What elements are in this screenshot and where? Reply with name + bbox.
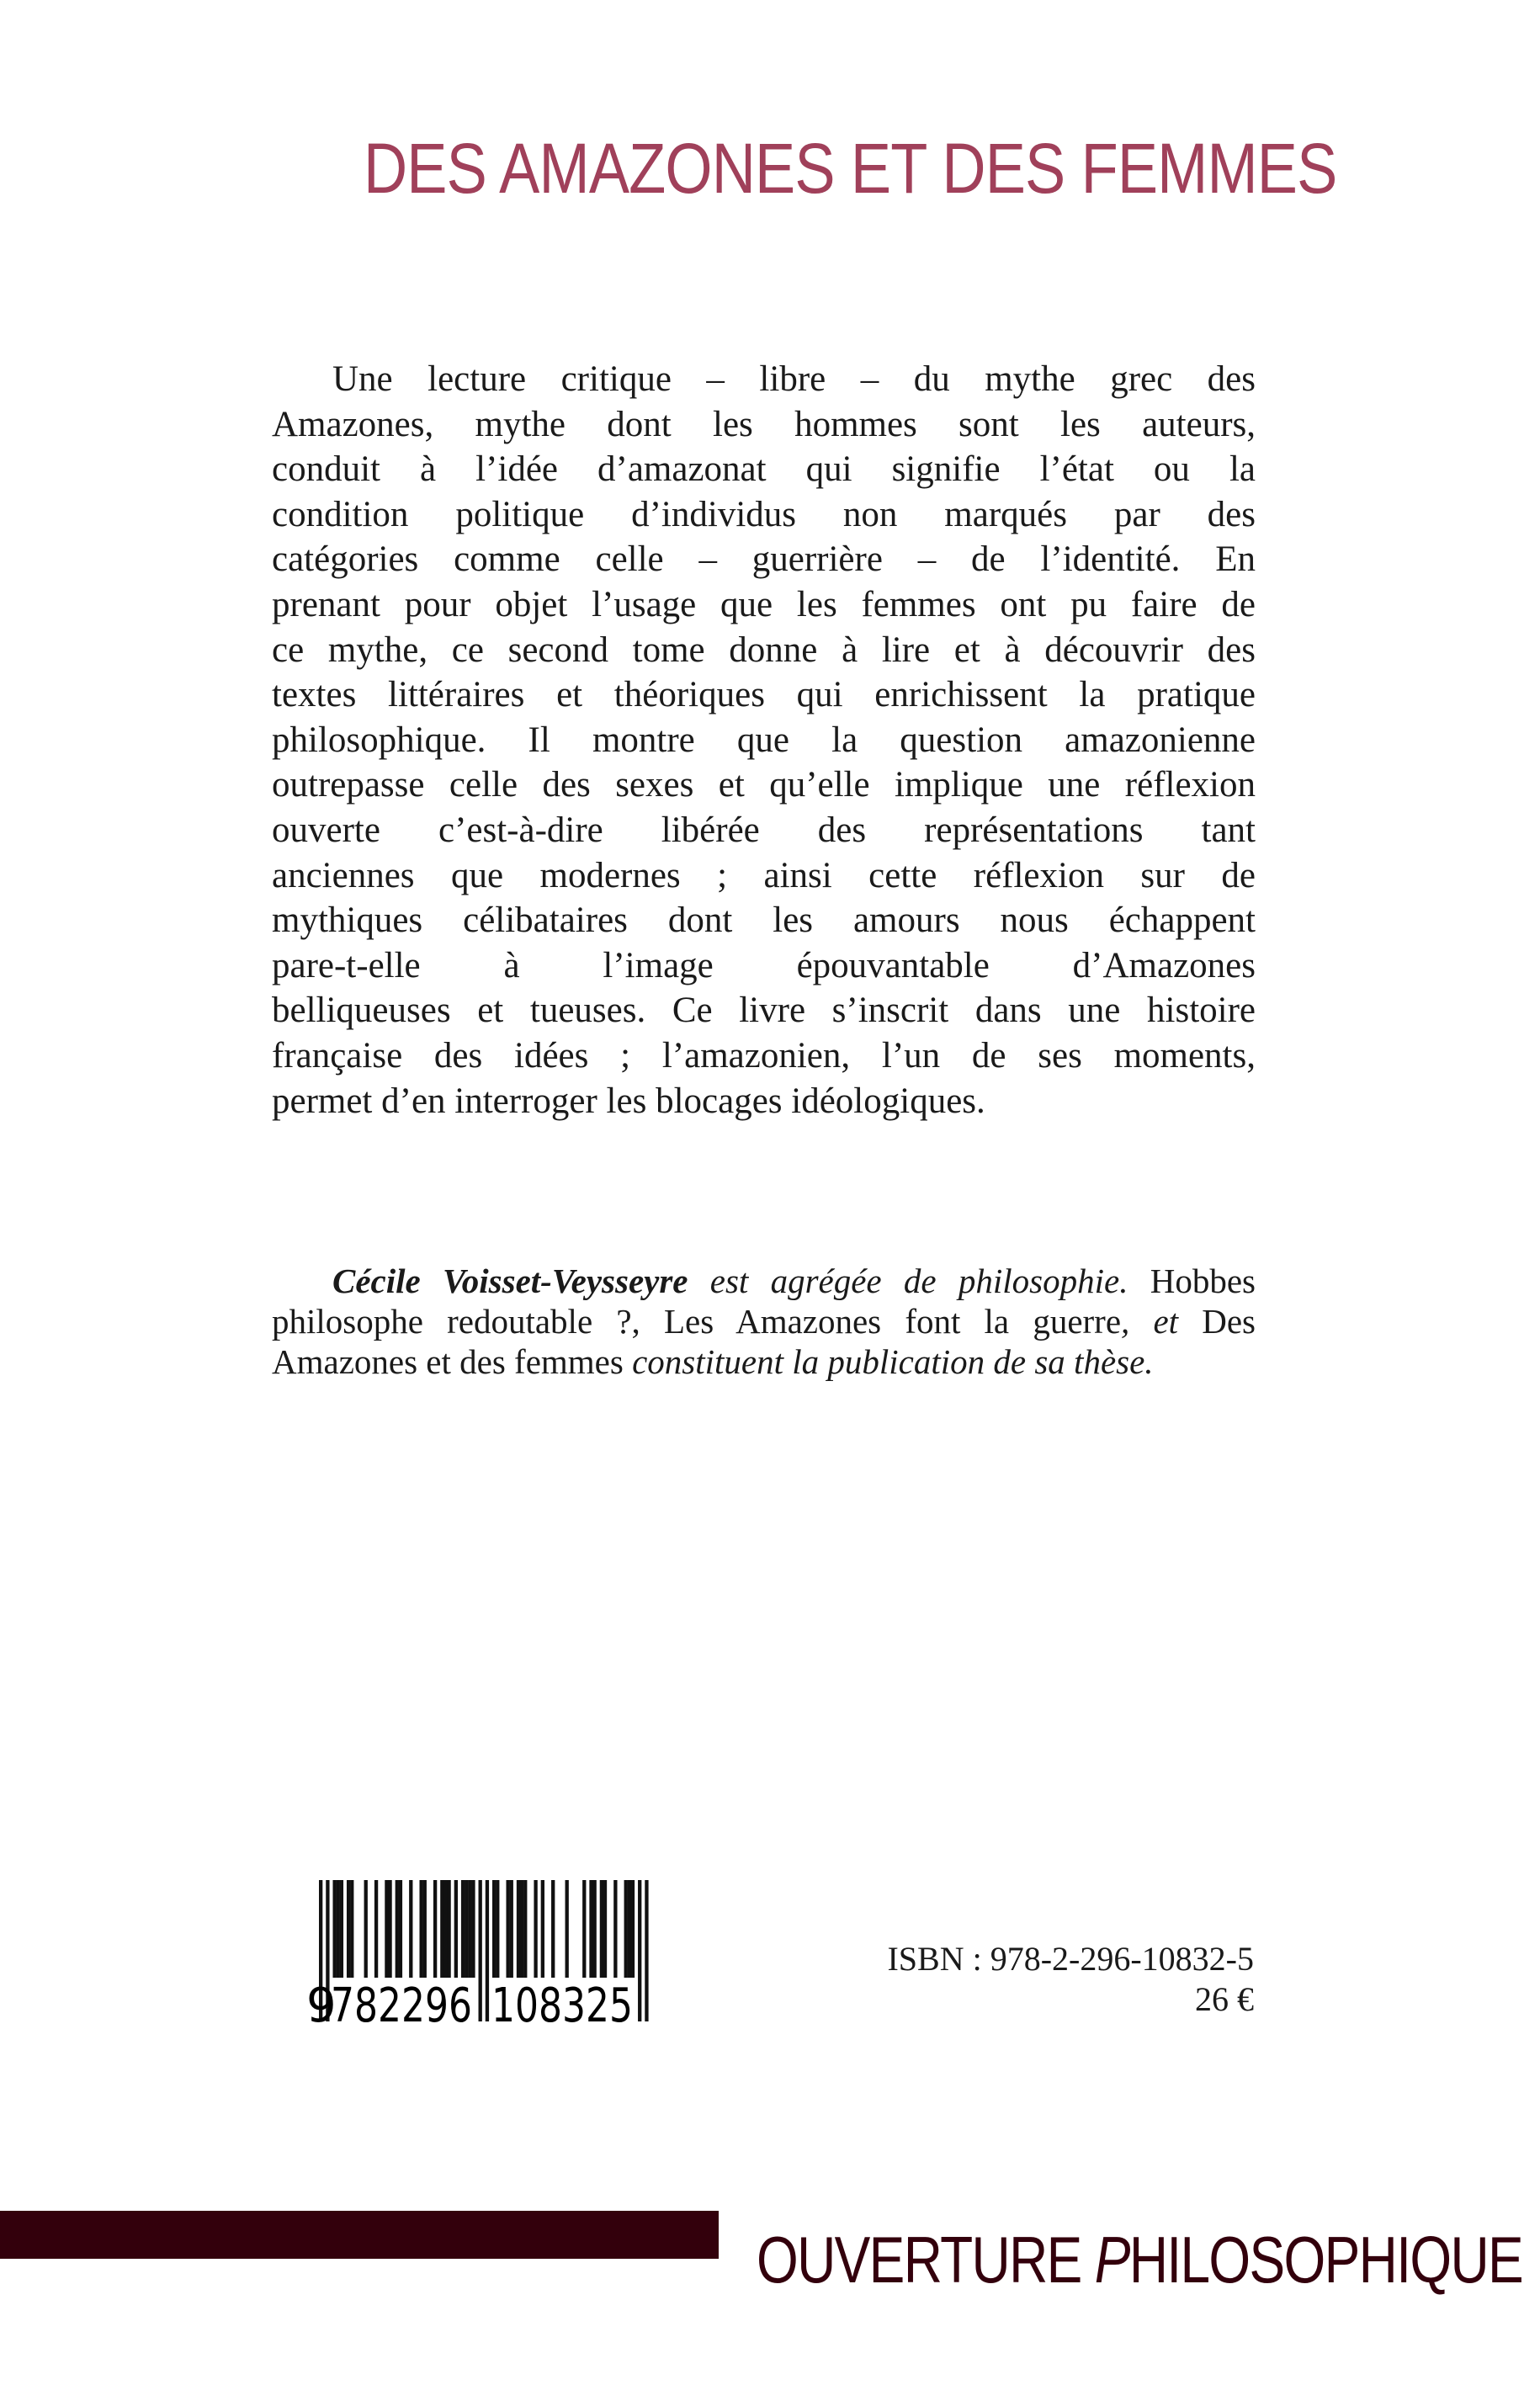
series-text: OUVERTURE — [757, 2223, 1095, 2297]
barcode-bar — [433, 1880, 437, 1978]
barcode-bar — [589, 1880, 592, 1978]
isbn-number: ISBN : 978-2-296-10832-5 — [887, 1940, 1254, 1978]
barcode-bar — [523, 1880, 527, 1978]
barcode-bar — [350, 1880, 353, 1978]
barcode-bar — [443, 1880, 447, 1978]
barcode-bar — [517, 1880, 520, 1978]
isbn-barcode — [305, 1877, 658, 2028]
barcode-bar — [471, 1880, 475, 1978]
blurb-line: ce mythe, ce second tome donne à lire et à découvrir des — [272, 629, 1256, 670]
barcode-bar — [419, 1880, 422, 1978]
barcode-bar — [479, 1880, 482, 2021]
barcode-bar — [465, 1880, 468, 1978]
price: 26 € — [1195, 1980, 1254, 2018]
barcode-bar — [396, 1880, 399, 1978]
blurb-line: outrepasse celle des sexes et qu’elle implique une réflexion — [272, 765, 1256, 805]
barcode-bar — [592, 1880, 596, 1978]
barcode-bar — [541, 1880, 544, 1978]
barcode-bar — [551, 1880, 555, 1978]
barcode-bar — [628, 1880, 631, 1978]
barcode-bar — [638, 1880, 641, 2021]
barcode-bar — [520, 1880, 523, 1978]
blurb-line: mythiques célibataires dont les amours nous échappent — [272, 900, 1256, 941]
barcode-bar — [496, 1880, 499, 1978]
blurb-line: catégories comme celle – guerrière – de l’identité. En — [272, 539, 1256, 580]
barcode-bar — [388, 1880, 391, 1978]
barcode-bar — [600, 1880, 603, 1978]
barcode-bar — [613, 1880, 617, 1978]
blurb-line: conduit à l’idée d’amazonat qui signifie l’état ou la — [272, 449, 1256, 490]
barcode-bar — [332, 1880, 336, 1978]
blurb-line: textes littéraires et théoriques qui enrichissent la pratique — [272, 675, 1256, 715]
blurb-line: pare-t-elle à l’image épouvantable d’Amazones — [272, 945, 1256, 985]
bio-text: Hobbes philosophe redoutable ?, Les Amazones font la guerre — [272, 1262, 1256, 1341]
barcode-bar — [506, 1880, 509, 1978]
author-name: Cécile Voisset-Veysseyre — [332, 1262, 688, 1300]
isbn-block — [887, 1939, 1254, 2020]
barcode-bar — [385, 1880, 388, 1978]
barcode-bar — [624, 1880, 628, 1978]
series-text: HILOSOPHIQUE — [1128, 2223, 1523, 2297]
bio-text: est agrégée de philosophie. — [688, 1262, 1128, 1300]
barcode-bar — [364, 1880, 368, 1978]
barcode-bar — [447, 1880, 450, 1978]
back-cover-blurb — [272, 357, 1256, 1123]
barcode-bar — [423, 1880, 427, 1978]
blurb-line: belliqueuses et tueuses. Ce livre s’inscrit dans une histoire — [272, 991, 1256, 1031]
blurb-line: anciennes que modernes ; ainsi cette réflexion sur de — [272, 855, 1256, 895]
blurb-line: Une lecture critique – libre – du mythe grec des — [332, 359, 1256, 399]
series-band — [0, 2211, 719, 2259]
barcode-bar — [492, 1880, 496, 1978]
bio-text: constituent la publication de sa thèse. — [632, 1342, 1154, 1381]
barcode-digit-first: 9 — [306, 1979, 337, 2028]
bio-text: Des Amazones et des femmes — [272, 1302, 1256, 1381]
barcode-digits-right: 108325 — [491, 1979, 633, 2028]
series-name — [757, 2223, 1523, 2297]
barcode-bar — [461, 1880, 465, 1978]
barcode-bar — [468, 1880, 471, 1978]
bio-text: , et — [1121, 1302, 1179, 1341]
barcode-bar — [534, 1880, 537, 1978]
barcode-digits-left: 782296 — [331, 1979, 472, 2028]
barcode-bar — [645, 1880, 648, 2021]
barcode-bar — [510, 1880, 513, 1978]
blurb-line: prenant pour objet l’usage que les femmes ont pu faire de — [272, 584, 1256, 624]
barcode-bar — [374, 1880, 378, 1978]
author-bio — [272, 1261, 1256, 1382]
blurb-line: Amazones, mythe dont les hommes sont les auteurs, — [272, 404, 1256, 444]
barcode-bar — [582, 1880, 586, 1978]
blurb-line: condition politique d’individus non marqués par des — [272, 494, 1256, 534]
blurb-line: philosophique. Il montre que la question amazonienne — [272, 720, 1256, 760]
barcode-bar — [409, 1880, 412, 1978]
barcode-bar — [340, 1880, 343, 1978]
barcode-bar — [337, 1880, 340, 1978]
book-title: DES AMAZONES ET DES FEMMES — [364, 129, 1337, 208]
barcode-bar — [486, 1880, 489, 2021]
blurb-line: permet d’en interroger les blocages idéologiques. — [272, 1081, 985, 1121]
barcode-bar — [347, 1880, 350, 1978]
blurb-line: française des idées ; l’amazonien, l’un de ses moments, — [272, 1035, 1256, 1076]
barcode-bar — [399, 1880, 402, 1978]
barcode-bar — [631, 1880, 635, 1978]
barcode-bar — [454, 1880, 458, 1978]
barcode-bar — [440, 1880, 443, 1978]
blurb-line: ouverte c’est-à-dire libérée des représentations tant — [272, 810, 1256, 850]
barcode-bar — [566, 1880, 569, 1978]
series-text: P — [1094, 2223, 1129, 2297]
barcode-bar — [603, 1880, 607, 1978]
